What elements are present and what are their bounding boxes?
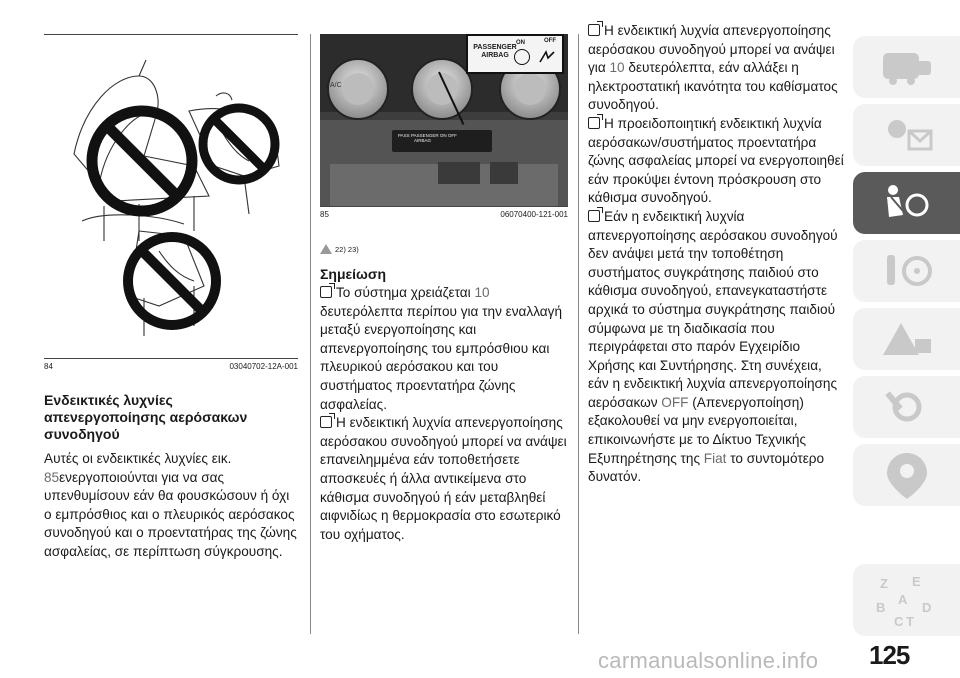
figure-85-link[interactable]: 85 <box>44 469 60 485</box>
note-2 <box>320 414 568 544</box>
warning-references <box>320 244 359 254</box>
dash-pass-label <box>398 133 457 143</box>
figure-85-rule <box>320 206 568 207</box>
figure-84-number: 84 <box>44 362 53 371</box>
note-3-number: 10 <box>609 60 625 76</box>
note-block-right <box>588 22 846 487</box>
figure-84-code: 03040702-12A-001 <box>229 362 298 371</box>
tab-emergency[interactable] <box>853 308 960 370</box>
seat-airbag-icon <box>877 181 937 225</box>
key-steering-icon <box>877 249 937 293</box>
note-1-text: Το σύστημα χρειάζεται <box>336 285 471 300</box>
airbag-deactivation-illustration <box>44 36 298 358</box>
callout-airbag: AIRBAG <box>481 52 509 59</box>
note-1 <box>320 284 568 414</box>
figure-85-number: 85 <box>320 210 329 219</box>
note-1-icon <box>320 286 332 298</box>
note-3 <box>588 22 846 115</box>
column-divider-1 <box>310 34 311 634</box>
svg-text:B: B <box>875 600 885 615</box>
passenger-airbag-callout <box>466 34 564 74</box>
page-number: 125 <box>869 640 910 670</box>
dash-airbag-text: AIRBAG <box>414 138 432 143</box>
callout-passenger: PASSENGER <box>473 44 517 51</box>
warning-triangle-icon <box>320 244 332 254</box>
note-5-text: Εάν η ενδεικτική λυχνία απενεργοποίησης αερόσακου συνοδηγού δεν ανάψει μετά την τοποθέτηση συστήματος συγκράτησης παιδιού στο κάθισμα συνοδηγού, επανεγκαταστήστε αρχικά το σύστημα συγκράτησης παιδιού σύμφωνα με τη διαδικασία που περιγράφεται στο παρόν Εγχειρίδιο Χρήσης και Συντήρησης. Στη συνέχεια, εάν η ενδεικτική λυχνία απενεργοποίησης αερόσακων <box>588 208 838 410</box>
figure-85-code: 06070400-121-001 <box>500 210 568 219</box>
svg-text:Z: Z <box>879 576 888 591</box>
note-2-text: Η ενδεικτική λυχνία απενεργοποίησης αερόσακου συνοδηγού μπορεί να ανάψει επανειλημμένα εάν τοποθετήσετε αποσκευές ή άλλα αντικείμενα στο κάθισμα συνοδηγού ή εάν μεταβληθεί αιφνιδίως η θερμοκρασία στο εσωτερικό του οχήματος. <box>320 415 567 542</box>
multimedia-icon <box>877 445 937 505</box>
note-5-text-end: το συντομότερο δυνατόν. <box>588 450 825 485</box>
note-4-text: Η προειδοποιητική ενδεικτική λυχνία αερόσακων/συστήματος προεντατήρα ζώνης ασφαλείας μπορεί να ενεργοποιηθεί εάν προκύψει έντονη πρόσκρουση στο κάθισμα συνοδηγού. <box>588 115 844 206</box>
airbag-off-icon <box>538 50 556 64</box>
intro-text-rest: ενεργοποιούνται για να σας υπενθυμίσουν εάν θα φουσκώσουν ή όχι ο εμπρόσθιος και ο πλευρικός αερόσακος συνοδηγού και ο προεντατήρας της ζώνης ασφαλείας, σε περίπτωση σύγκρουσης. <box>44 469 297 559</box>
note-1-text-rest: δευτερόλεπτα περίπου για την εναλλαγή μεταξύ ενεργοποίησης και απενεργοποίησης του εμπρόσθιου και πλευρικού αερόσακου και του συστήματος προεντατήρα ζώνης ασφαλείας. <box>320 303 562 412</box>
dash-passenger-text: PASSENGER <box>410 133 439 138</box>
dash-pass-text: PASS <box>398 133 410 138</box>
section-heading: Ενδεικτικές λυχνίες απενεργοποίησης αερόσακων συνοδηγού <box>44 392 248 442</box>
note-5-off: OFF <box>661 394 689 410</box>
note-5 <box>588 208 846 487</box>
service-wrench-icon <box>877 385 937 429</box>
tab-multimedia[interactable] <box>853 444 960 506</box>
svg-text:T: T <box>905 614 914 629</box>
note-4-icon <box>588 117 600 129</box>
intro-text: Αυτές οι ενδεικτικές λυχνίες εικ. <box>44 451 232 466</box>
note-1-number: 10 <box>474 285 490 300</box>
car-dashboard-icon <box>877 45 937 89</box>
note-4 <box>588 115 846 208</box>
note-3-icon <box>588 24 600 36</box>
column-divider-2 <box>578 34 579 634</box>
callout-on: ON <box>516 40 525 46</box>
warning-lights-icon <box>877 113 937 157</box>
figure-84-caption <box>44 362 298 371</box>
note-block-middle <box>320 284 568 544</box>
svg-text:C: C <box>893 614 903 629</box>
dash-on-text: ON <box>439 133 447 138</box>
watermark: carmanualsonline.info <box>598 648 819 673</box>
tab-index[interactable] <box>853 564 960 636</box>
note-5-brand: Fiat <box>703 450 727 466</box>
figure-84-rule <box>44 358 298 359</box>
note-2-icon <box>320 416 332 428</box>
note-3-text: Η ενδεικτική λυχνία απενεργοποίησης αερόσακου συνοδηγού μπορεί να ανάψει για <box>588 23 835 76</box>
note-3-text-rest: δευτερόλεπτα, εάν αλλάξει η ηλεκτροστατική ικανότητα του καθίσματος συνοδηγού. <box>588 60 838 113</box>
tab-servicing[interactable] <box>853 376 960 438</box>
index-letters-icon <box>872 570 942 630</box>
tab-safety[interactable] <box>853 172 960 234</box>
svg-text:D: D <box>921 600 931 615</box>
note-5-text-mid: (Απενεργοποίηση) εξακολουθεί να μην ενεργοποιείται, επικοινωνήστε με το Δίκτυο Τεχνικής Εξυπηρέτησης της <box>588 394 806 466</box>
warning-refs-text: 22) 23) <box>335 244 359 254</box>
tab-starting-driving[interactable] <box>853 240 960 302</box>
tab-dashboard[interactable] <box>853 36 960 98</box>
note-heading: Σημείωση <box>320 266 387 282</box>
section-intro-paragraph <box>44 450 300 562</box>
dashboard-photo <box>320 34 568 206</box>
svg-text:A: A <box>897 592 907 607</box>
note-5-icon <box>588 210 600 222</box>
dash-off-text: OFF <box>447 133 457 138</box>
figure-85-caption <box>320 210 568 219</box>
tab-warning-lights[interactable] <box>853 104 960 166</box>
ac-label: A/C <box>330 82 342 89</box>
airbag-on-icon <box>514 49 530 65</box>
top-rule-left <box>44 34 298 35</box>
callout-off: OFF <box>544 38 556 44</box>
svg-text:E: E <box>911 574 921 589</box>
breakdown-triangle-icon <box>877 317 937 361</box>
